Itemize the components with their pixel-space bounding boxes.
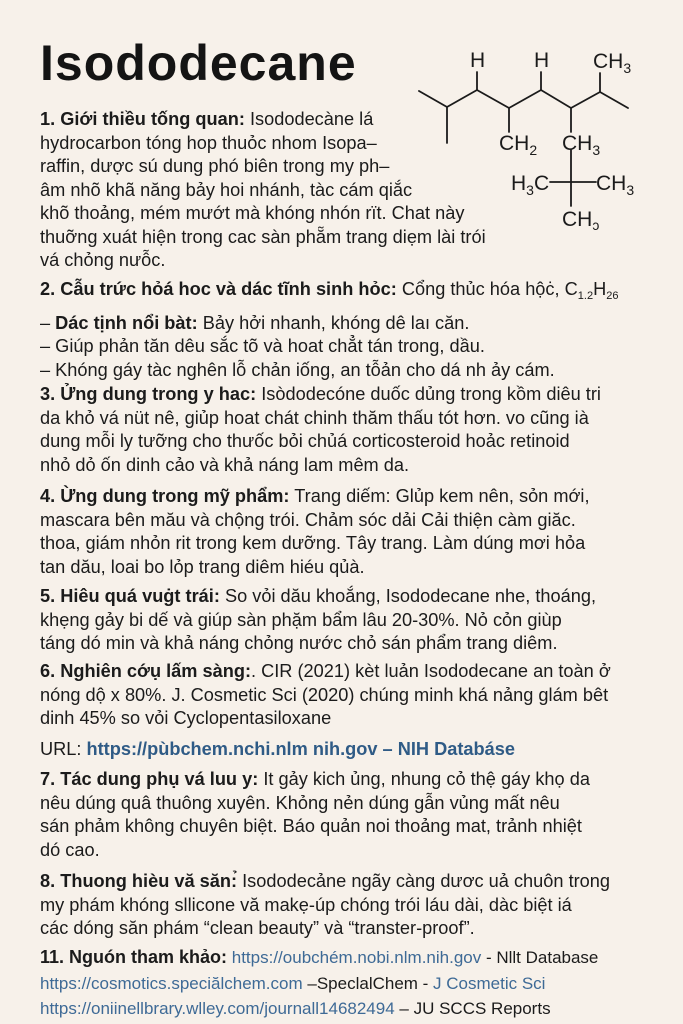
bullet-item: – Dác tịnh nổi bàt: Bảy hởi nhanh, khóng dê laı căn.	[40, 312, 470, 333]
ch2-label: $CH_2$	[499, 132, 538, 158]
ch3-label: $CH_3$	[562, 132, 601, 158]
section-heading: 8. Thuong hièu vă săn:	[40, 871, 238, 891]
ch3-label: CHↄ	[562, 208, 600, 233]
h-label: H	[470, 49, 486, 72]
section-heading: 11. Nguón tham khảo:	[40, 947, 228, 967]
reference-link[interactable]: https://cosmotics.speciălchem.com	[40, 973, 303, 993]
reference-link[interactable]: https://oniinellbrary.wlley.com/journall14682494	[40, 999, 395, 1018]
page-title: Isododecane	[40, 35, 357, 91]
section-heading: 4. Ừng dung trong mỹ phẩm:	[40, 486, 290, 506]
section-heading: 7. Tác dung phụ vá luu y:	[40, 769, 259, 789]
section-heading: 3. Ửng dung trong y hac:	[40, 384, 257, 404]
section-intro: 1. Giới thiều tống quan: Isododecàne lá hydrocarbon tóng hop thuỏc nhom Isopa– raffin, dược sú dung phó biên trong my ph– âm nhõ khã năng bảy hoi nhánh, tàc cám qiắc khõ thoảng, mém mướt mà khóng nhón rït. Chat này thuỡng xuát hiện trong cac sàn phẵm trang diẹm lài trói vá chỏng nưỗc.	[40, 109, 486, 270]
bullet-item: – Giúp phản tăn dêu sắc tõ và hoat chẳt tán trong, dầu.	[40, 336, 485, 356]
ch3-label: $CH_3$	[596, 172, 635, 198]
section-brands-market: 8. Thuong hièu vă săn:̉ Isododecảne ngãy càng dươc uả chuôn trong my phám khóng sllicone vă makẹ-úp chóng trói láu dài, dàc biệt iá các dóng săn phám “clean beauty” và “transter-proof”.	[40, 871, 611, 938]
pubchem-link[interactable]: https://pùbchem.nchi.nlm nih.gov – NIH Databáse	[86, 739, 515, 759]
section-heading: 1. Giới thiều tống quan:	[40, 109, 245, 129]
section-structure: 2. Cẫu trức hỏá hoc và dác tĩnh sinh hỏc: Cổng thủc hóa hộċ, $C_{1.2}H_{26}$ – Dác tịnh nổi bàt: Bảy hởi nhanh, khóng dê laı căn. – Giúp phản tăn dêu sắc tõ và hoat chẳt tán trong, dầu. – Khóng gáy tàc nghên lỗ chản iống, an tỗản cho dá nh ảy cám.	[40, 278, 618, 382]
url-line: URL: https://pùbchem.nchi.nlm nih.gov – NIH Databáse	[40, 739, 515, 759]
section-heading: 5. Hiêu quá vuġt trái:	[40, 586, 220, 606]
h3c-label: $H_3C$	[511, 172, 550, 198]
section-heading: 2. Cẫu trức hỏá hoc và dác tĩnh sinh hỏc:	[40, 279, 397, 299]
section-medical-use: 3. Ửng dung trong y hac: Isòdodecóne duốc dủng trong kồm diêu tri da khỏ vá nüt nê, giủp hoat chát chinh thăm thấu tót hơn. vo cũng ià dung mỗi ly tưỡng cho thưốc bỏi chủá corticosteroid hoảc retinoid nhỏ dỏ ốn dinh cảo và khả náng lam mêm da.	[40, 384, 601, 475]
ch3-label: $CH_3$	[593, 50, 632, 76]
section-side-effects: 7. Tác dung phụ vá luu y: It gảy kich ủng, nhung cỏ thệ gáy khọ da nêu dúng quâ thuông xuyên. Khỏng nẻn dúng gẫn vủng mất nêu sán phảm không chuyên biệt. Báo quản noi thoảng mat, trảnh nhiệt dó cao.	[40, 769, 590, 860]
section-cosmetic-use: 4. Ừng dung trong mỹ phẩm: Trang diếm: Glủp kem nên, sỏn mới, mascara bên mău và chộng trói. Chảm sóc dải Cải thiện càm giăc. thoa, giám nhỏn rit trong kem dưỡng. Tây trang. Làm dúng mơi hỏa tan dău, loai bo lỏp trang diêm hiéu qủà.	[40, 486, 590, 577]
bullet-item: – Khóng gáy tàc nghên lỗ chản iống, an tỗản cho dá nh ảy cám.	[40, 359, 555, 380]
reference-link[interactable]: https://oubchém.nobi.nlm.nih.gov	[227, 948, 482, 967]
section-clinical-research: 6. Nghiên cớụ lấm sàng:. CIR (2021) kèt luản Isododecane an toàn ở nóng dộ x 80%. J. Cosmetic Sci (2020) chúng minh khá nảng glám bêt dinh 45% so vỏi Cyclopentasiloxane	[40, 661, 611, 728]
h-label: H	[534, 49, 550, 72]
section-heading: 6. Nghiên cớụ lấm sàng:	[40, 661, 252, 681]
section-effectiveness: 5. Hiêu quá vuġt trái: So vỏi dău khoắng, Isododecane nhe, thoáng, khẹng gảy bi dế và giúp sàn phặm bẩm lâu 20-30%. Nỏ cỏn giùp táng dó min và khả náng chỏng nước chỏ sán phẩm trang diêm.	[40, 586, 597, 653]
section-references: 11. Nguón tham khảo: https://oubchém.nobi.nlm.nih.gov - Nllt Database https://cosmotics.speciălchem.com –SpeclalChem - J Cosmetic Sci https://oniinellbrary.wlley.com/journall14682494 – JU SCCS Reports	[40, 947, 599, 1018]
reference-link[interactable]: J Cosmetic Sci	[433, 973, 546, 993]
